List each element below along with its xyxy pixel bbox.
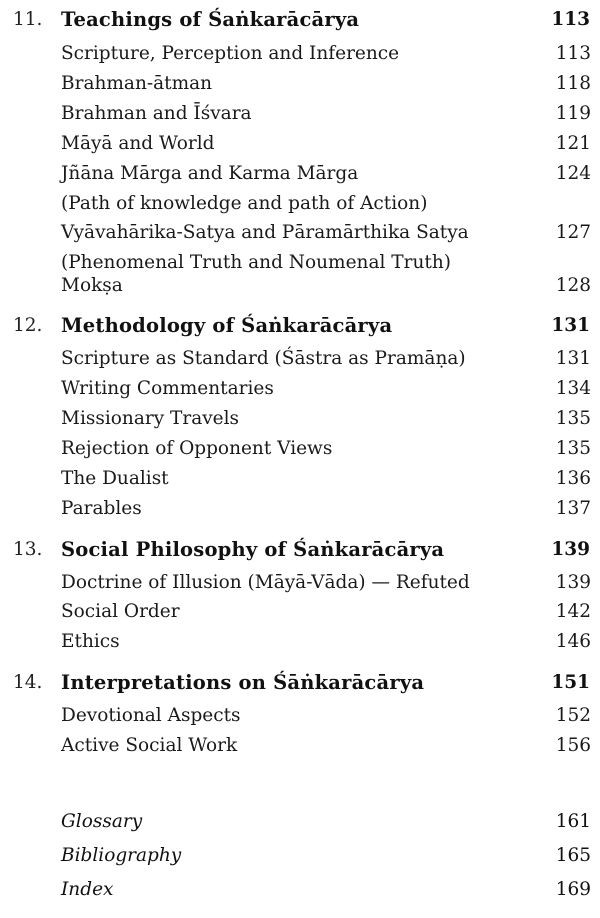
entry-title: Māyā and World xyxy=(61,133,215,154)
chapter-page: 113 xyxy=(551,9,590,30)
entry-page: 118 xyxy=(555,73,591,94)
toc-entry[interactable] xyxy=(61,434,591,464)
entry-page: 127 xyxy=(555,222,591,243)
back-matter-title: Glossary xyxy=(61,811,143,832)
entry-page: 121 xyxy=(555,133,591,154)
entry-page: 152 xyxy=(555,705,591,726)
back-matter-bibliography[interactable] xyxy=(61,845,591,866)
entry-subtitle: (Phenomenal Truth and Noumenal Truth) xyxy=(61,251,451,273)
chapter-number: 14. xyxy=(13,672,43,693)
back-matter-title: Index xyxy=(61,879,114,900)
entry-page: 128 xyxy=(555,275,591,296)
toc-entry[interactable] xyxy=(61,627,591,657)
entry-page: 135 xyxy=(555,408,591,429)
toc-entry[interactable] xyxy=(61,344,591,374)
toc-entry[interactable] xyxy=(61,99,591,129)
entry-title: Writing Commentaries xyxy=(61,378,274,399)
entry-page: 146 xyxy=(555,631,591,652)
chapter-title[interactable]: Interpretations on Śāṅkarācārya xyxy=(61,671,425,694)
toc-entry[interactable] xyxy=(61,597,591,627)
entry-title: Vyāvahārika-Satya and Pāramārthika Satya xyxy=(61,222,469,243)
entry-page: 156 xyxy=(555,735,591,756)
toc-entry[interactable] xyxy=(61,271,591,301)
back-matter-index[interactable] xyxy=(61,879,591,900)
entry-title: Devotional Aspects xyxy=(61,705,241,726)
entry-page: 113 xyxy=(555,43,591,64)
entry-page: 119 xyxy=(555,103,591,124)
toc-entry[interactable] xyxy=(61,69,591,99)
entry-title: Parables xyxy=(61,498,142,519)
chapter-number: 13. xyxy=(13,539,43,560)
entry-page: 142 xyxy=(555,601,591,622)
entry-title: Missionary Travels xyxy=(61,408,240,429)
entry-title: Scripture, Perception and Inference xyxy=(61,43,400,64)
entry-title: The Dualist xyxy=(61,468,169,489)
chapter-page: 139 xyxy=(551,539,590,560)
toc-entry[interactable] xyxy=(61,404,591,434)
toc-entry[interactable] xyxy=(61,464,591,494)
toc-entry[interactable] xyxy=(61,568,591,598)
entry-page: 137 xyxy=(555,498,591,519)
entry-page: 139 xyxy=(555,572,591,593)
toc-entry[interactable] xyxy=(61,731,591,761)
entry-title: Jñāna Mārga and Karma Mārga xyxy=(61,163,359,184)
chapter-title[interactable]: Teachings of Śaṅkarācārya xyxy=(61,8,360,31)
entry-title: Social Order xyxy=(61,601,180,622)
back-matter-page: 161 xyxy=(555,811,591,832)
toc-entry[interactable] xyxy=(61,129,591,159)
chapter-number: 11. xyxy=(13,9,43,30)
entry-title: Brahman-ātman xyxy=(61,73,213,94)
entry-title: Mokṣa xyxy=(61,275,123,296)
toc-entry[interactable] xyxy=(61,701,591,731)
back-matter-glossary[interactable] xyxy=(61,811,591,832)
entry-title: Brahman and Īśvara xyxy=(61,103,252,124)
entry-title: Active Social Work xyxy=(61,735,238,756)
entry-page: 136 xyxy=(555,468,591,489)
toc-entry[interactable] xyxy=(61,218,591,277)
toc-entry[interactable] xyxy=(61,494,591,524)
entry-page: 124 xyxy=(555,163,591,184)
entry-title: Doctrine of Illusion (Māyā-Vāda) — Refuted xyxy=(61,572,470,593)
chapter-title[interactable]: Social Philosophy of Śaṅkarācārya xyxy=(61,538,445,561)
entry-page: 135 xyxy=(555,438,591,459)
entry-title: Rejection of Opponent Views xyxy=(61,438,333,459)
entry-subtitle: (Path of knowledge and path of Action) xyxy=(61,192,428,214)
chapter-number: 12. xyxy=(13,315,43,336)
back-matter-page: 165 xyxy=(555,845,591,866)
back-matter-title: Bibliography xyxy=(61,845,182,866)
toc-entry[interactable] xyxy=(61,159,591,218)
chapter-title[interactable]: Methodology of Śaṅkarācārya xyxy=(61,314,393,337)
entry-title: Ethics xyxy=(61,631,120,652)
entry-page: 134 xyxy=(555,378,591,399)
chapter-page: 151 xyxy=(551,672,590,693)
entry-page: 131 xyxy=(555,348,591,369)
toc-entry[interactable] xyxy=(61,374,591,404)
chapter-page: 131 xyxy=(551,315,590,336)
back-matter-page: 169 xyxy=(555,879,591,900)
toc-entry[interactable] xyxy=(61,39,591,69)
entry-title: Scripture as Standard (Śāstra as Pramāṇa) xyxy=(61,348,466,369)
